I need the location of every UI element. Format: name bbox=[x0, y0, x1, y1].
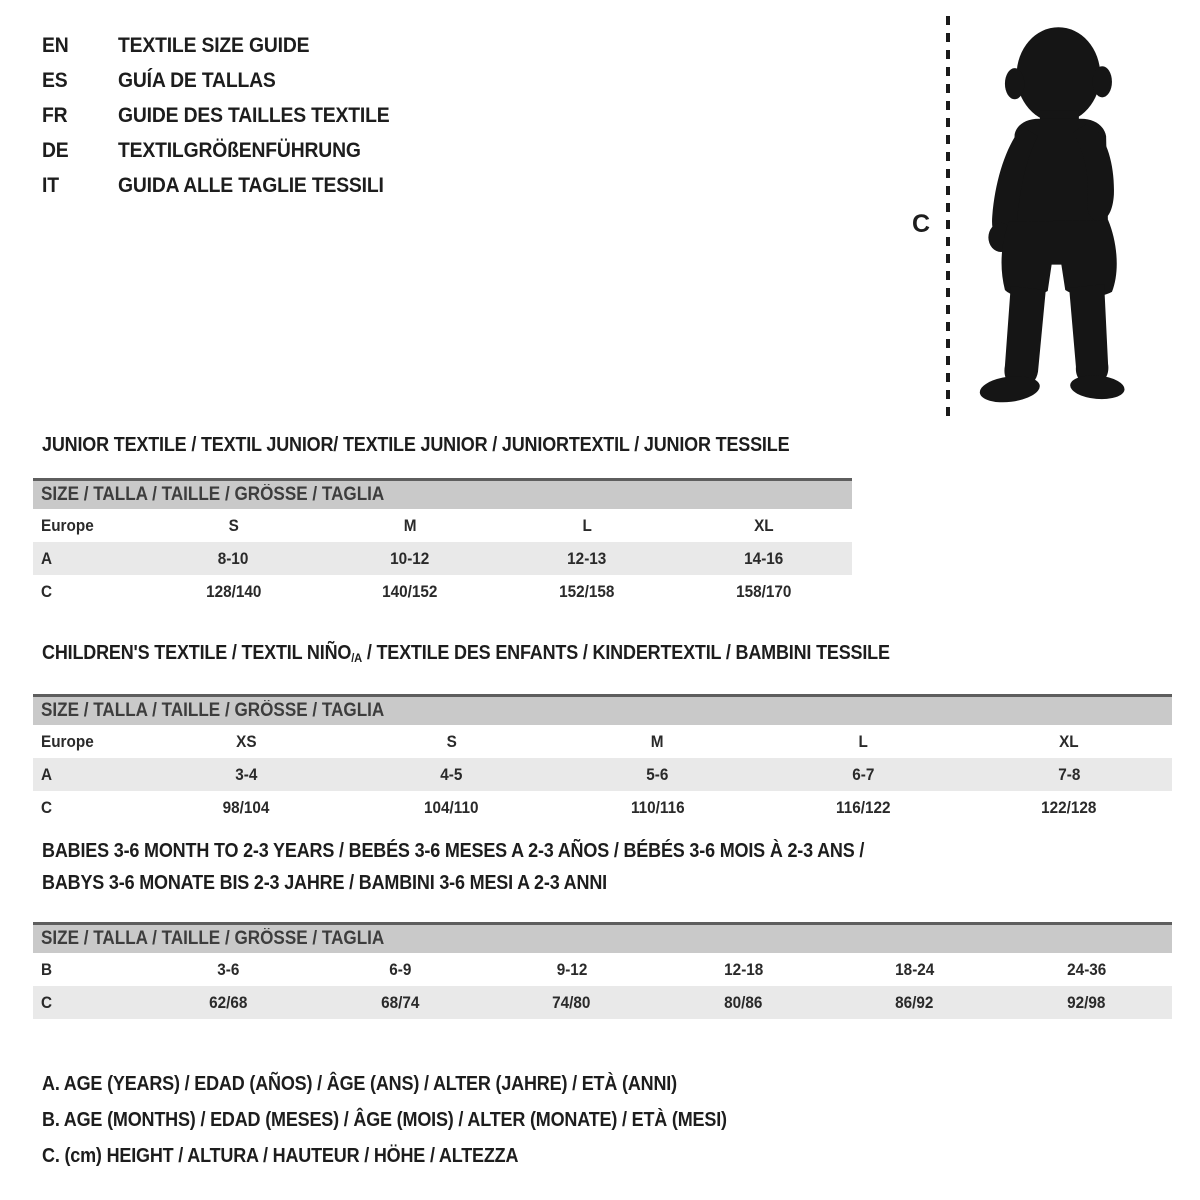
size-value: S bbox=[228, 515, 239, 535]
language-code: ES bbox=[42, 68, 68, 92]
table-row-europe bbox=[33, 509, 852, 542]
age-value: 8-10 bbox=[218, 548, 249, 568]
guide-title-fr: GUIDE DES TAILLES TEXTILE bbox=[118, 103, 390, 127]
months-value: 9-12 bbox=[556, 959, 588, 979]
months-value: 6-9 bbox=[389, 959, 412, 979]
language-row-en bbox=[42, 28, 420, 63]
junior-size-table bbox=[33, 478, 852, 608]
nino-a-subscript: /A bbox=[351, 651, 363, 666]
age-value: 3-4 bbox=[234, 764, 257, 784]
age-value: 12-13 bbox=[567, 548, 607, 568]
height-value: 86/92 bbox=[895, 992, 934, 1012]
size-value: XS bbox=[235, 731, 257, 751]
age-value: 7-8 bbox=[1058, 764, 1081, 784]
months-value: 12-18 bbox=[723, 959, 763, 979]
size-value: L bbox=[582, 515, 592, 535]
language-row-it bbox=[42, 168, 420, 203]
babies-size-table bbox=[33, 922, 1172, 1019]
legend-line-b: B. AGE (MONTHS) / EDAD (MESES) / ÂGE (MOIS) / ALTER (MONATE) / ETÀ (MESI) bbox=[42, 1108, 727, 1131]
legend-line-a: A. AGE (YEARS) / EDAD (AÑOS) / ÂGE (ANS) / ALTER (JAHRE) / ETÀ (ANNI) bbox=[42, 1072, 677, 1095]
age-value: 4-5 bbox=[440, 764, 463, 784]
row-label: Europe bbox=[41, 515, 94, 535]
guide-title-de: TEXTILGRÖßENFÜHRUNG bbox=[118, 138, 361, 162]
table-row-age bbox=[33, 758, 1172, 791]
size-value: XL bbox=[1059, 731, 1079, 751]
language-code: IT bbox=[42, 173, 59, 197]
table-row-months bbox=[33, 953, 1172, 986]
months-value: 24-36 bbox=[1066, 959, 1106, 979]
language-code: EN bbox=[42, 33, 69, 57]
children-section-title: CHILDREN'S TEXTILE / TEXTIL NIÑO/A / TEXTILE DES ENFANTS / KINDERTEXTIL / BAMBINI TESSILE bbox=[42, 642, 890, 666]
row-label: A bbox=[41, 764, 53, 784]
months-value: 18-24 bbox=[895, 959, 935, 979]
guide-title-es: GUÍA DE TALLAS bbox=[118, 68, 276, 92]
size-value: M bbox=[651, 731, 664, 751]
height-value: 62/68 bbox=[209, 992, 248, 1012]
row-label: C bbox=[41, 581, 53, 601]
height-value: 122/128 bbox=[1041, 797, 1097, 817]
language-row-fr bbox=[42, 98, 420, 133]
height-value: 116/122 bbox=[836, 797, 891, 817]
toddler-silhouette-icon bbox=[966, 16, 1146, 418]
size-header-bar: SIZE / TALLA / TAILLE / GRÖSSE / TAGLIA bbox=[33, 481, 852, 509]
measure-legend bbox=[42, 1066, 803, 1174]
height-value: 104/110 bbox=[424, 797, 479, 817]
row-label: B bbox=[41, 959, 53, 979]
guide-title-en: TEXTILE SIZE GUIDE bbox=[118, 33, 310, 57]
age-value: 14-16 bbox=[744, 548, 784, 568]
height-value: 128/140 bbox=[205, 581, 262, 601]
size-value: S bbox=[446, 731, 457, 751]
size-header-bar: SIZE / TALLA / TAILLE / GRÖSSE / TAGLIA bbox=[33, 697, 1172, 725]
language-row-de bbox=[42, 133, 420, 168]
age-value: 5-6 bbox=[646, 764, 669, 784]
height-value: 110/116 bbox=[630, 797, 685, 817]
height-value: 68/74 bbox=[381, 992, 420, 1012]
junior-section-title: JUNIOR TEXTILE / TEXTIL JUNIOR/ TEXTILE JUNIOR / JUNIORTEXTIL / JUNIOR TESSILE bbox=[42, 434, 790, 456]
height-measure-dashed-line bbox=[946, 16, 950, 416]
table-row-height bbox=[33, 986, 1172, 1019]
legend-line-c: C. (cm) HEIGHT / ALTURA / HAUTEUR / HÖHE / ALTEZZA bbox=[42, 1144, 519, 1167]
months-value: 3-6 bbox=[217, 959, 240, 979]
height-value: 92/98 bbox=[1067, 992, 1106, 1012]
age-value: 10-12 bbox=[390, 548, 430, 568]
size-value: M bbox=[403, 515, 417, 535]
height-value: 98/104 bbox=[222, 797, 270, 817]
height-value: 140/152 bbox=[382, 581, 438, 601]
language-code: FR bbox=[42, 103, 68, 127]
guide-title-it: GUIDA ALLE TAGLIE TESSILI bbox=[118, 173, 384, 197]
row-label: A bbox=[41, 548, 53, 568]
babies-section-title-line1: BABIES 3-6 MONTH TO 2-3 YEARS / BEBÉS 3-6 MESES A 2-3 AÑOS / BÉBÉS 3-6 MOIS À 2-3 ANS / bbox=[42, 840, 865, 862]
table-row-age bbox=[33, 542, 852, 575]
height-value: 152/158 bbox=[559, 581, 615, 601]
size-header-bar: SIZE / TALLA / TAILLE / GRÖSSE / TAGLIA bbox=[33, 925, 1172, 953]
height-value: 74/80 bbox=[552, 992, 591, 1012]
children-size-table bbox=[33, 694, 1172, 824]
height-value: 158/170 bbox=[735, 581, 792, 601]
row-label: Europe bbox=[41, 731, 94, 751]
height-measure-label: C bbox=[912, 210, 931, 238]
height-value: 80/86 bbox=[724, 992, 763, 1012]
table-row-europe bbox=[33, 725, 1172, 758]
language-title-list bbox=[42, 28, 420, 203]
size-value: XL bbox=[753, 515, 774, 535]
size-value: L bbox=[858, 731, 868, 751]
language-code: DE bbox=[42, 138, 69, 162]
row-label: C bbox=[41, 797, 53, 817]
language-row-es bbox=[42, 63, 420, 98]
row-label: C bbox=[41, 992, 53, 1012]
babies-section-title-line2: BABYS 3-6 MONATE BIS 2-3 JAHRE / BAMBINI 3-6 MESI A 2-3 ANNI bbox=[42, 872, 607, 894]
age-value: 6-7 bbox=[852, 764, 875, 784]
table-row-height bbox=[33, 575, 852, 608]
table-row-height bbox=[33, 791, 1172, 824]
